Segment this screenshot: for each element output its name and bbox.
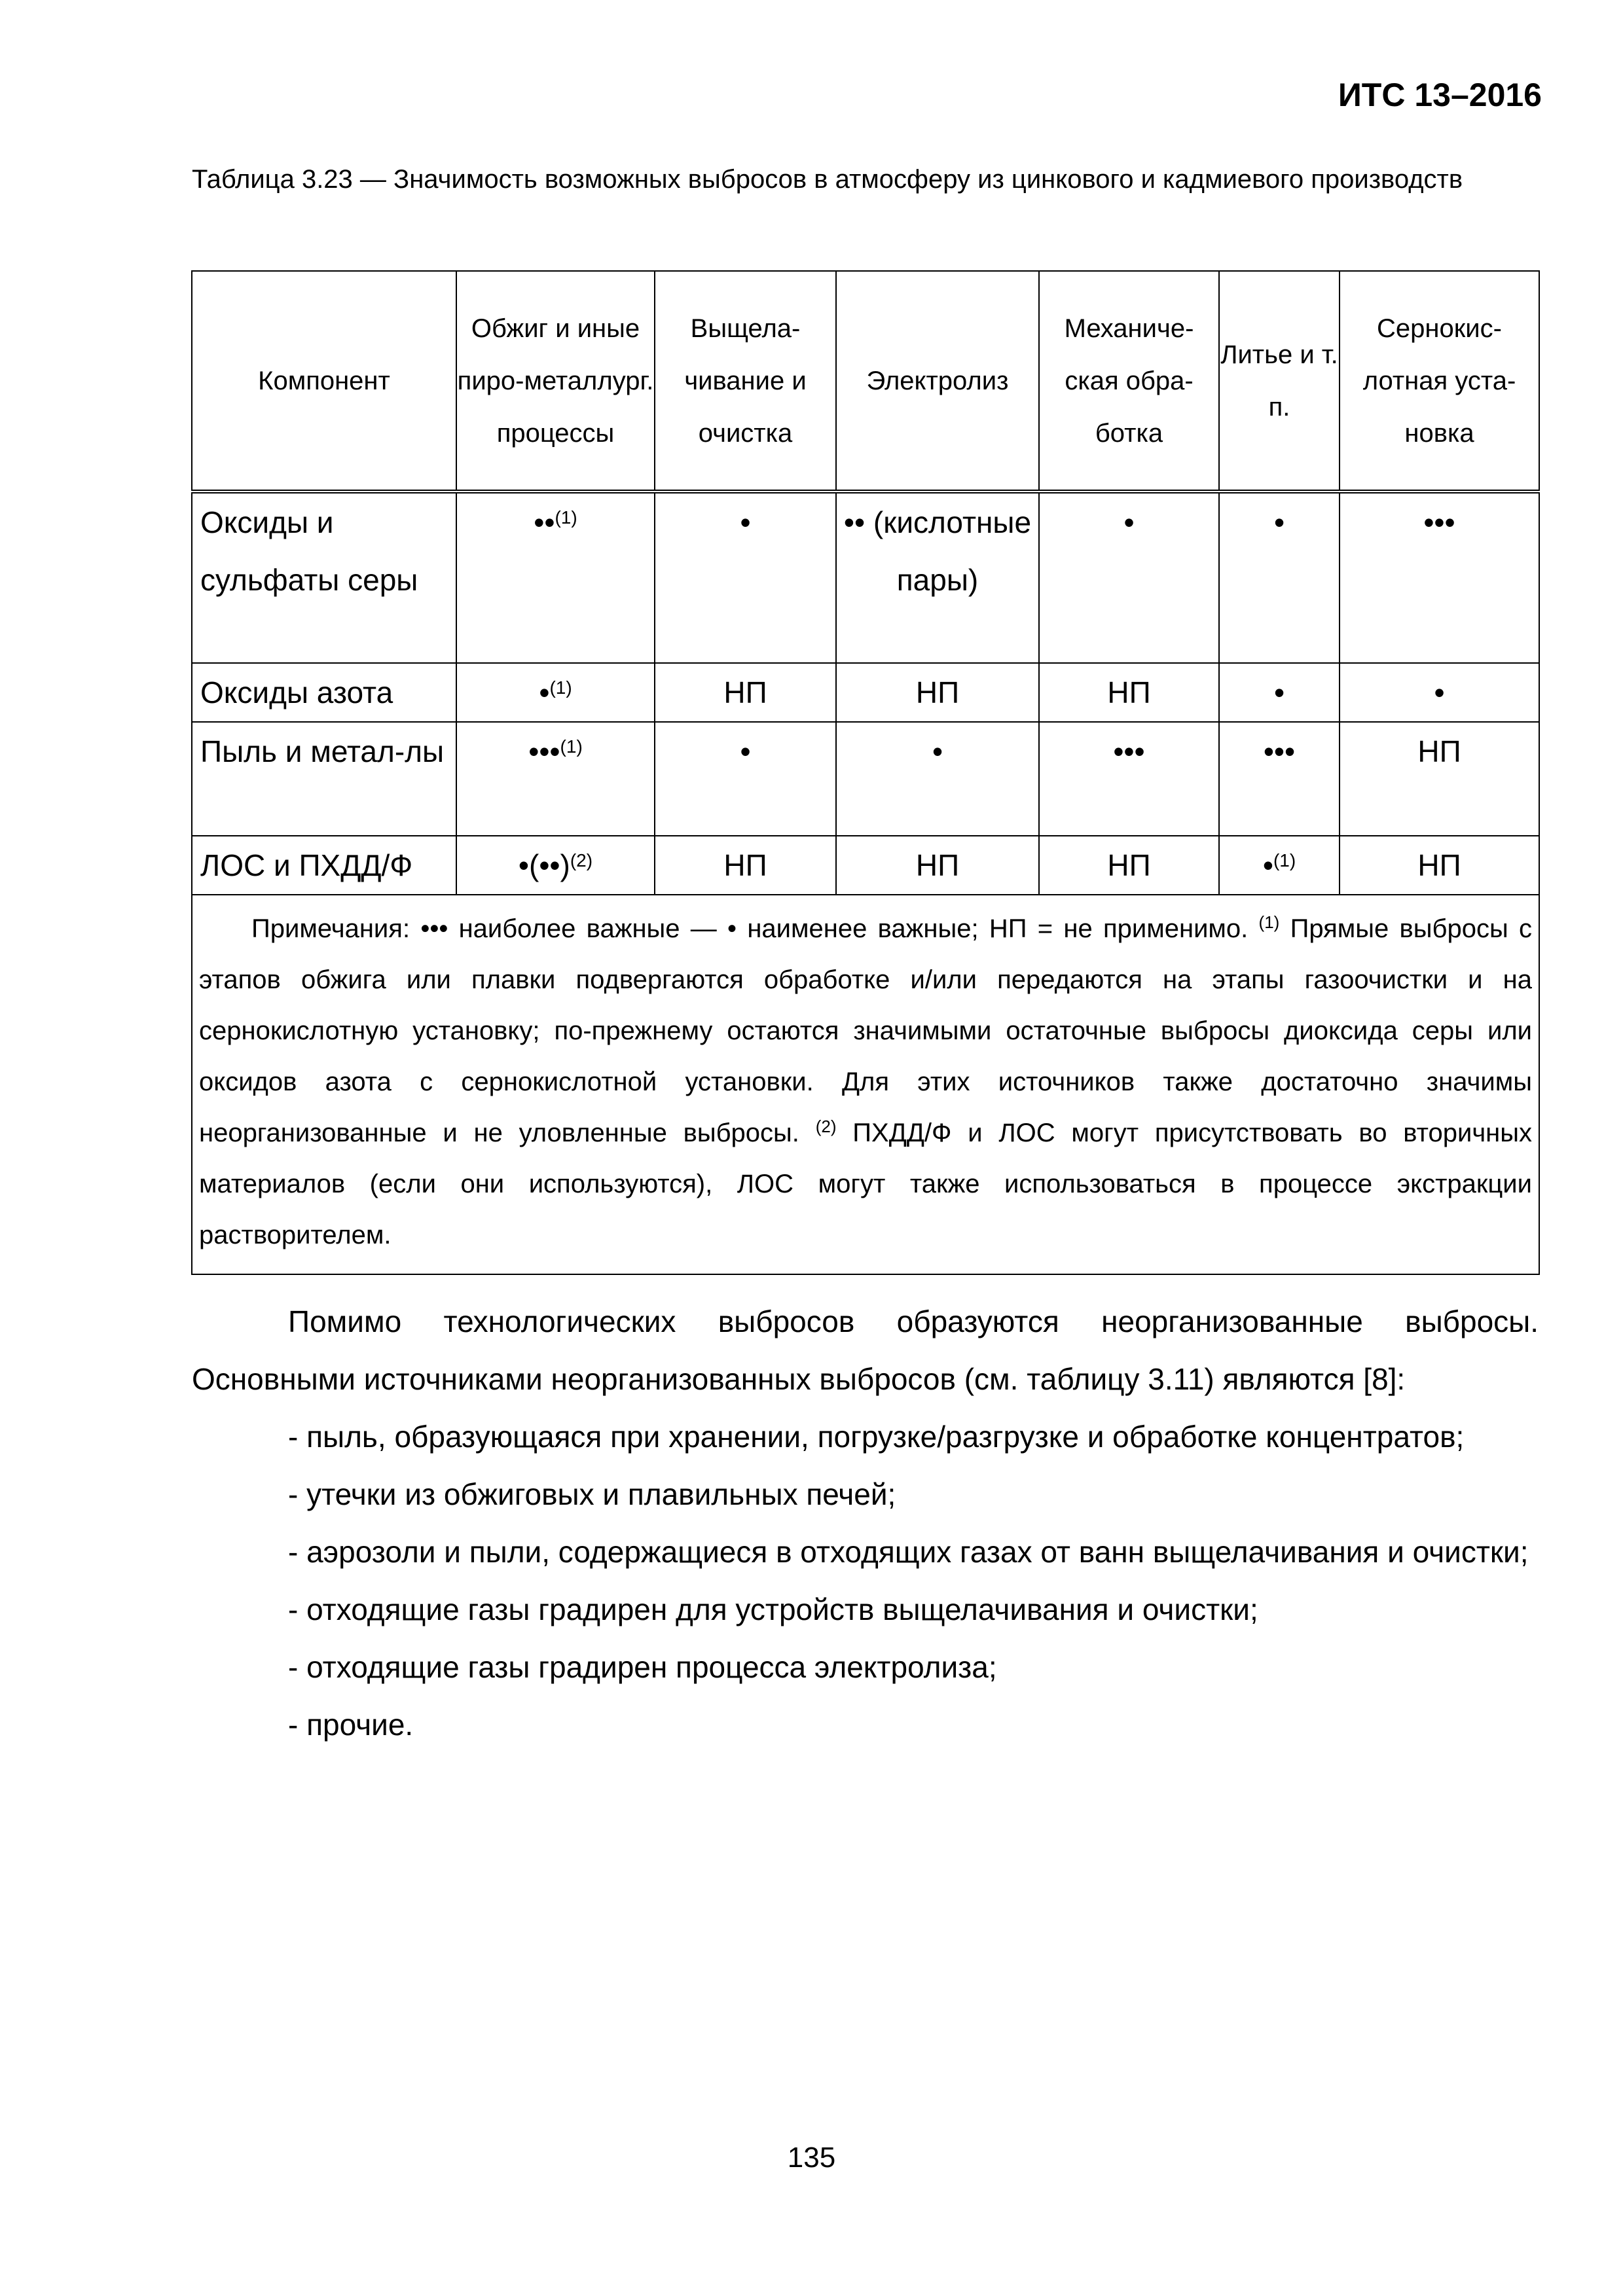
- table-notes-row: [192, 895, 1539, 1274]
- document-code: ИТС 13–2016: [1338, 77, 1542, 113]
- header-leaching: Выщела-чивание и очистка: [655, 271, 836, 492]
- table-cell: •: [836, 722, 1039, 836]
- header-electrolysis: Электролиз: [836, 271, 1039, 492]
- table-cell: НП: [655, 663, 836, 722]
- table-cell: НП: [1039, 663, 1219, 722]
- table-cell: •: [1219, 492, 1340, 663]
- row-component: Оксиды азота: [192, 663, 456, 722]
- table-cell: •: [655, 492, 836, 663]
- list-item: - отходящие газы градирен для устройств выщелачивания и очистки;: [288, 1592, 1258, 1626]
- table-cell: ••$^{(1)}$: [456, 492, 655, 663]
- table-caption: Таблица 3.23 — Значимость возможных выбросов в атмосферу из цинкового и кадмиевого производств: [192, 165, 1463, 194]
- table-cell: НП: [1340, 722, 1539, 836]
- table-row: [192, 722, 1539, 836]
- table-cell: •••$^{(1)}$: [456, 722, 655, 836]
- table-row: [192, 836, 1539, 895]
- list-item: - утечки из обжиговых и плавильных печей;: [288, 1477, 896, 1511]
- table-cell: •••: [1340, 492, 1539, 663]
- list-item: - прочие.: [288, 1708, 414, 1742]
- table-notes: [192, 895, 1539, 1274]
- row-component: Пыль и метал-лы: [192, 722, 456, 836]
- table-cell: НП: [1039, 836, 1219, 895]
- note-1-text: Прямые выбросы с этапов обжига или плавки подвергаются обработке и/или передаются на этапы газоочистки и на сернокислотную установку; по-прежнему остаются значимыми остаточные выбросы диоксида серы или оксидов азота с сернокислотной установки. Для этих источников также достаточно значимы неорганизованные и не уловленные выбросы.: [199, 914, 1532, 1147]
- table-cell: НП: [655, 836, 836, 895]
- note-marker-2: (2): [815, 1117, 837, 1136]
- note-2-text: ПХДД/Ф и ЛОС могут присутствовать во вторичных материалов (если они используются), ЛОС могут также использоваться в процессе экстракции растворителем.: [199, 1119, 1533, 1249]
- table-row: [192, 663, 1539, 722]
- body-text: [192, 1293, 1539, 1753]
- table-cell: •: [1219, 663, 1340, 722]
- table-cell: •• (кислотные пары): [836, 492, 1039, 663]
- table-cell: •: [1340, 663, 1539, 722]
- row-component: ЛОС и ПХДД/Ф: [192, 836, 456, 895]
- table-cell: •: [1039, 492, 1219, 663]
- header-acid-plant: Сернокис-лотная уста-новка: [1340, 271, 1539, 492]
- header-casting: Литье и т. п.: [1219, 271, 1340, 492]
- list-item: - отходящие газы градирен процесса электролиза;: [288, 1650, 997, 1684]
- list-item: - аэрозоли и пыли, содержащиеся в отходящих газах от ванн выщелачивания и очистки;: [288, 1535, 1529, 1569]
- header-machining: Механиче-ская обра-ботка: [1039, 271, 1219, 492]
- table-cell: НП: [1340, 836, 1539, 895]
- table-cell: •$^{(1)}$: [456, 663, 655, 722]
- note-marker-1: (1): [1258, 912, 1280, 932]
- list-item: - пыль, образующаяся при хранении, погрузке/разгрузке и обработке концентратов;: [288, 1420, 1465, 1454]
- header-roasting: Обжиг и иные пиро-металлург. процессы: [456, 271, 655, 492]
- row-component: Оксиды и сульфаты серы: [192, 492, 456, 663]
- table-row: [192, 492, 1539, 663]
- table-cell: •: [655, 722, 836, 836]
- header-component: Компонент: [192, 271, 456, 492]
- table-cell: •••: [1219, 722, 1340, 836]
- paragraph: Помимо технологических выбросов образуются неорганизованные выбросы. Основными источниками неорганизованных выбросов (см. таблицу 3.11) являются [8]:: [192, 1304, 1539, 1396]
- table-cell: •••: [1039, 722, 1219, 836]
- emissions-table: [191, 270, 1540, 1275]
- table-cell: НП: [836, 836, 1039, 895]
- table-cell: •(••)$^{(2)}$: [456, 836, 655, 895]
- table-cell: НП: [836, 663, 1039, 722]
- table-header-row: [192, 271, 1539, 492]
- table-cell: •$^{(1)}$: [1219, 836, 1340, 895]
- notes-legend: Примечания: ••• наиболее важные — • наименее важные; НП = не применимо.: [251, 914, 1249, 943]
- page-number: 135: [787, 2142, 836, 2174]
